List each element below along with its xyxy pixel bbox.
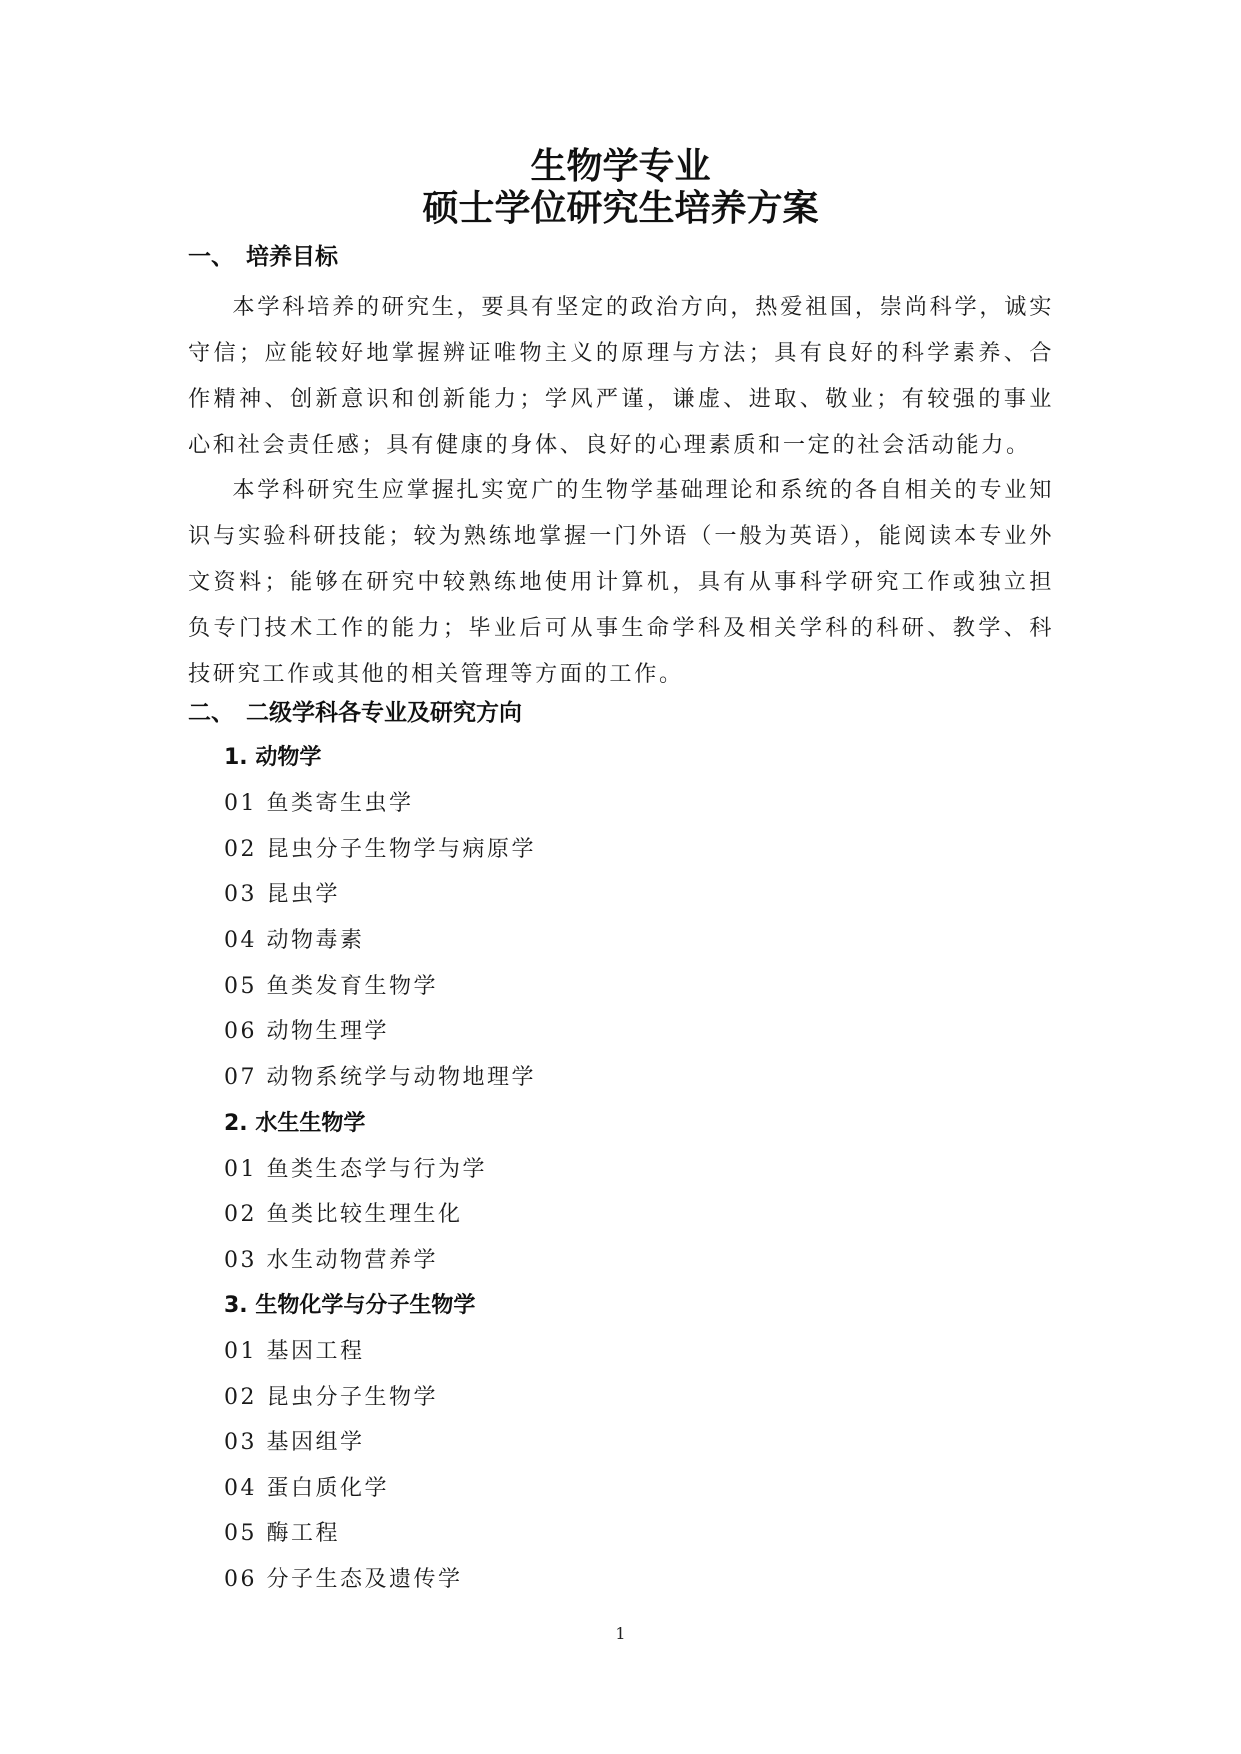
direction-item: 02 昆虫分子生物学与病原学 — [224, 837, 536, 862]
direction-item: 06 分子生态及遗传学 — [224, 1567, 463, 1592]
direction-item: 02 昆虫分子生物学 — [224, 1385, 438, 1410]
section-1-paragraph-1: 本学科培养的研究生，要具有坚定的政治方向，热爱祖国，崇尚科学，诚实守信；应能较好地掌握辨证唯物主义的原理与方法；具有良好的科学素养、合作精神、创新意识和创新能力；学风严谨，谦虚、进取、敬业；有较强的事业心和社会责任感；具有健康的身体、良好的心理素质和一定的社会活动能力。 — [188, 294, 1054, 458]
direction-item: 03 昆虫学 — [224, 882, 340, 907]
section-1-title: 培养目标 — [246, 244, 338, 270]
direction-item: 02 鱼类比较生理生化 — [224, 1202, 463, 1227]
section-1-number: 一、 — [188, 244, 234, 270]
section-1-heading — [188, 242, 338, 272]
direction-item: 03 水生动物营养学 — [224, 1248, 438, 1273]
direction-item: 05 酶工程 — [224, 1521, 340, 1546]
subject-heading-biochemistry: 3. 生物化学与分子生物学 — [224, 1293, 476, 1318]
subject-heading-zoology: 1. 动物学 — [224, 745, 322, 770]
direction-item: 04 蛋白质化学 — [224, 1476, 389, 1501]
direction-item: 05 鱼类发育生物学 — [224, 974, 438, 999]
direction-item: 01 基因工程 — [224, 1339, 365, 1364]
subject-heading-hydrobiology: 2. 水生生物学 — [224, 1111, 366, 1136]
document-title-line-1: 生物学专业 — [530, 146, 711, 187]
direction-item: 06 动物生理学 — [224, 1019, 389, 1044]
section-2-title: 二级学科各专业及研究方向 — [246, 700, 522, 726]
section-2-number: 二、 — [188, 700, 234, 726]
direction-item: 01 鱼类寄生虫学 — [224, 791, 414, 816]
direction-item: 04 动物毒素 — [224, 928, 365, 953]
direction-item: 01 鱼类生态学与行为学 — [224, 1157, 487, 1182]
direction-item: 03 基因组学 — [224, 1430, 365, 1455]
document-title-line-2: 硕士学位研究生培养方案 — [422, 188, 819, 229]
section-2-heading — [188, 698, 522, 728]
direction-item: 07 动物系统学与动物地理学 — [224, 1065, 536, 1090]
page-number: 1 — [615, 1624, 626, 1643]
section-1-paragraph-2: 本学科研究生应掌握扎实宽广的生物学基础理论和系统的各自相关的专业知识与实验科研技能；较为熟练地掌握一门外语（一般为英语），能阅读本专业外文资料；能够在研究中较熟练地使用计算机，具有从事科学研究工作或独立担负专门技术工作的能力；毕业后可从事生命学科及相关学科的科研、教学、科技研究工作或其他的相关管理等方面的工作。 — [188, 477, 1054, 687]
